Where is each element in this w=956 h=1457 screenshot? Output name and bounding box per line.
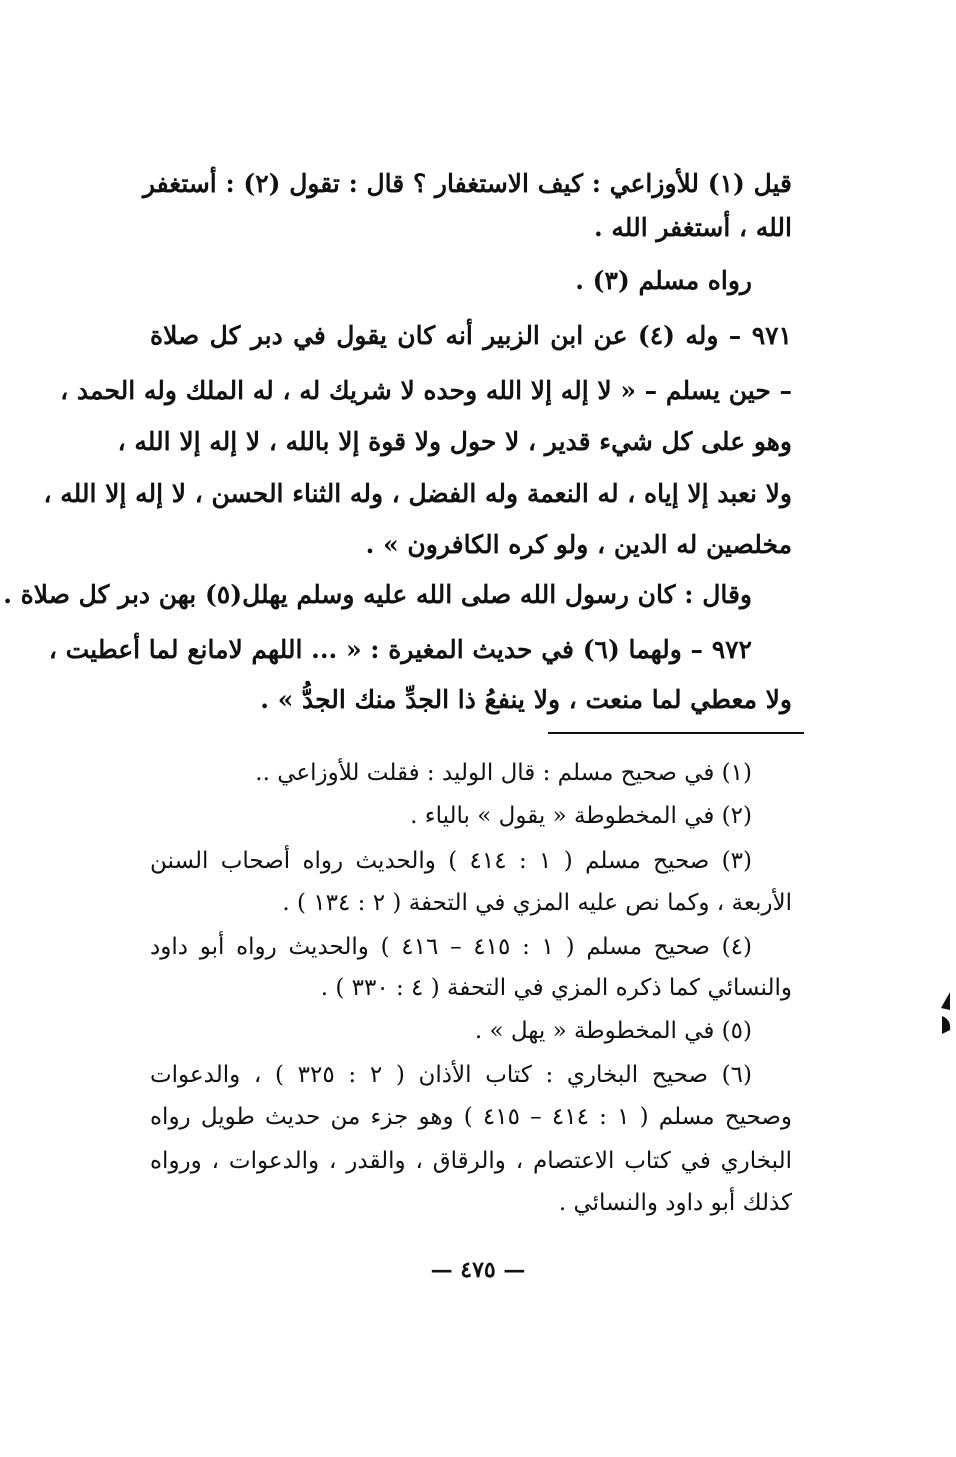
hadith-972-line: ٩٧٢ – ولهما (٦) في حديث المغيرة : « ... اللهم لامانع لما أعطيت ، <box>48 635 752 664</box>
footnote-line: والنسائي كما ذكره المزي في التحفة ( ٤ : ٣٣٠ ) . <box>320 975 792 1001</box>
hadith-971-line: ولا نعبد إلا إياه ، له النعمة وله الفضل ، وله الثناء الحسن ، لا إله إلا الله ، <box>43 479 792 508</box>
hadith-971-line: ٩٧١ – وله (٤) عن ابن الزبير أنه كان يقول في دبر كل صلاة <box>150 321 792 350</box>
footnote-line: (٦) صحيح البخاري : كتاب الأذان ( ٢ : ٣٢٥ ) ، والدعوات <box>150 1062 753 1088</box>
page-number: — ٤٧٥ — <box>430 1257 526 1283</box>
scan-artifact-mark <box>938 990 954 1036</box>
footnote-line: وصحيح مسلم ( ١ : ٤١٤ – ٤١٥ ) وهو جزء من حديث طويل رواه <box>150 1104 793 1130</box>
hadith-971-line: مخلصين له الدين ، ولو كره الكافرون » . <box>365 530 792 559</box>
main-text-line: الله ، أستغفر الله . <box>593 213 792 242</box>
footnote-line: الأربعة ، وكما نص عليه المزي في التحفة ( ٢ : ١٣٤ ) . <box>282 890 792 916</box>
footnote-line: (٢) في المخطوطة « يقول » بالياء . <box>410 803 752 829</box>
main-text-line: قيل (١) للأوزاعي : كيف الاستغفار ؟ قال : تقول (٢) : أستغفر <box>142 169 792 198</box>
footnote-line: (٣) صحيح مسلم ( ١ : ٤١٤ ) والحديث رواه أصحاب السنن <box>150 848 752 874</box>
footnote-line: (٥) في المخطوطة « يهل » . <box>474 1018 752 1044</box>
main-text-line: وقال : كان رسول الله صلى الله عليه وسلم يهلل(٥) بهن دبر كل صلاة . <box>3 580 752 609</box>
hadith-971-line: وهو على كل شيء قدير ، لا حول ولا قوة إلا بالله ، لا إله إلا الله ، <box>117 427 792 456</box>
main-text-line: رواه مسلم (٣) . <box>575 266 752 295</box>
footnote-line: البخاري في كتاب الاعتصام ، والرقاق ، والقدر ، والدعوات ، ورواه <box>150 1148 792 1174</box>
footnote-line: كذلك أبو داود والنسائي . <box>558 1190 792 1216</box>
footnote-line: (٤) صحيح مسلم ( ١ : ٤١٥ – ٤١٦ ) والحديث رواه أبو داود <box>150 934 752 960</box>
hadith-971-line: – حين يسلم – « لا إله إلا الله وحده لا شريك له ، له الملك وله الحمد ، <box>60 376 792 405</box>
footnote-line: (١) في صحيح مسلم : قال الوليد : فقلت للأوزاعي .. <box>255 760 752 786</box>
hadith-972-line: ولا معطي لما منعت ، ولا ينفعُ ذا الجدِّ منك الجدُّ » . <box>260 685 792 714</box>
footnote-separator <box>548 732 804 734</box>
